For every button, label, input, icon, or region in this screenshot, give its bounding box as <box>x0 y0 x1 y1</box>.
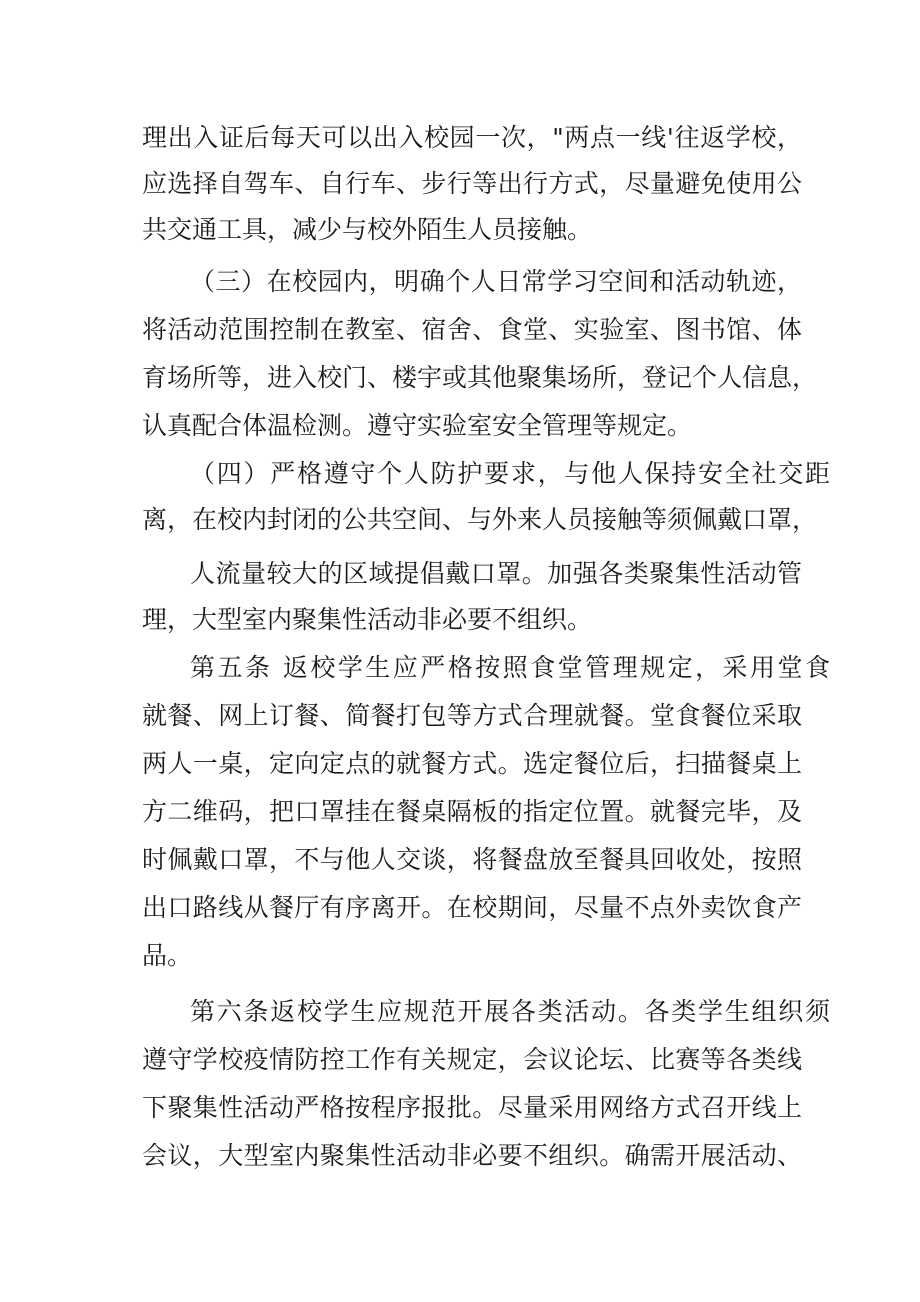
text-line-19: 第六条返校学生应规范开展各类活动。各类学生组织须 <box>190 997 830 1026</box>
text-line-5: 将活动范围控制在教室、宿舍、食堂、实验室、图书馆、体 <box>142 315 802 344</box>
text-line-13: 就餐、网上订餐、简餐打包等方式合理就餐。堂食餐位采取 <box>142 701 802 730</box>
text-line-6: 育场所等，进入校门、楼宇或其他聚集场所，登记个人信息， <box>142 363 818 392</box>
text-line-20: 遵守学校疫情防控工作有关规定，会议论坛、比赛等各类线 <box>142 1045 802 1074</box>
text-line-17: 出口路线从餐厅有序离开。在校期间，尽量不点外卖饮食产 <box>142 893 802 922</box>
text-line-9: 离，在校内封闭的公共空间、与外来人员接触等须佩戴口罩， <box>142 505 818 534</box>
text-line-7: 认真配合体温检测。遵守实验室安全管理等规定。 <box>142 411 693 440</box>
text-line-16: 时佩戴口罩，不与他人交谈，将餐盘放至餐具回收处，按照 <box>142 845 802 874</box>
text-line-14: 两人一桌，定向定点的就餐方式。选定餐位后，扫描餐桌上 <box>142 749 802 778</box>
text-line-21: 下聚集性活动严格按程序报批。尽量采用网络方式召开线上 <box>142 1093 802 1122</box>
text-line-3: 共交通工具，减少与校外陌生人员接触。 <box>142 215 593 244</box>
text-line-12: 第五条 返校学生应严格按照食堂管理规定，采用堂食 <box>190 653 830 682</box>
text-line-2: 应选择自驾车、自行车、步行等出行方式，尽量避免使用公 <box>142 169 802 198</box>
text-line-22: 会议，大型室内聚集性活动非必要不组织。确需开展活动、 <box>142 1141 802 1170</box>
text-line-4: （三）在校园内，明确个人日常学习空间和活动轨迹， <box>190 267 802 296</box>
text-line-15: 方二维码，把口罩挂在餐桌隔板的指定位置。就餐完毕，及 <box>142 797 802 826</box>
text-line-11: 理，大型室内聚集性活动非必要不组织。 <box>142 605 593 634</box>
text-line-8: （四）严格遵守个人防护要求，与他人保持安全社交距 <box>190 459 830 488</box>
text-line-1: 理出入证后每天可以出入校园一次，"两点一线'往返学校， <box>142 123 802 152</box>
text-line-18: 品。 <box>142 941 193 970</box>
text-line-10: 人流量较大的区域提倡戴口罩。加强各类聚集性活动管 <box>190 559 802 588</box>
